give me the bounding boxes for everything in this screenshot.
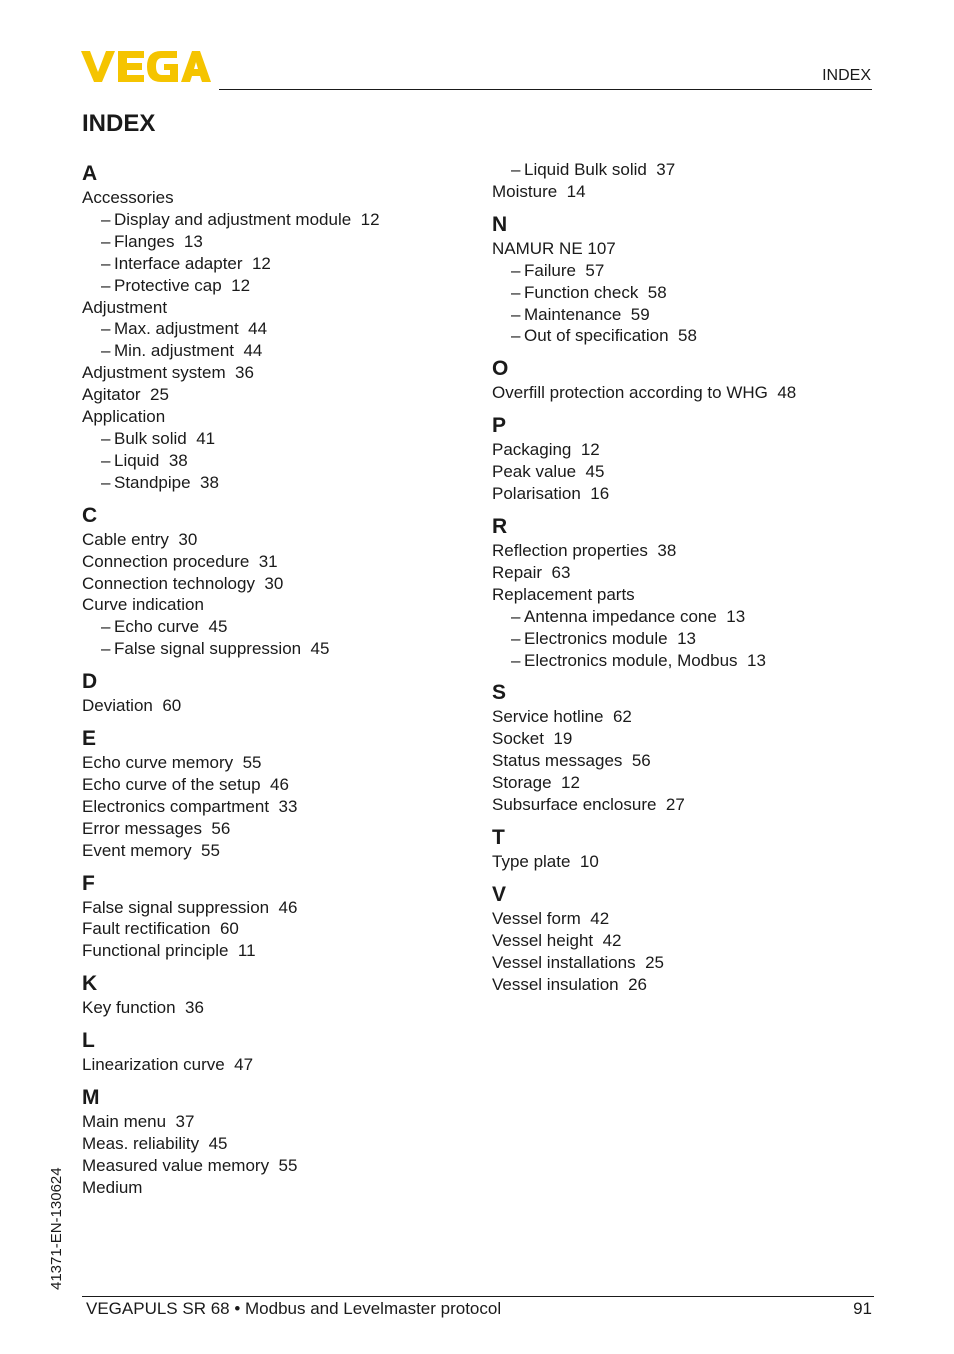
vega-logo [81, 51, 211, 88]
index-subentry: – Out of specification 58 [492, 325, 872, 347]
index-entry: Deviation 60 [82, 696, 182, 716]
index-section-c [82, 503, 462, 660]
index-subentry: – Electronics module, Modbus 13 [492, 650, 872, 672]
index-entry: Packaging 12 [492, 440, 600, 460]
index-section-v [492, 882, 872, 996]
index-entry: Cable entry 30 [82, 529, 198, 549]
index-entry: Functional principle 11 [82, 941, 256, 961]
index-entry: Vessel installations 25 [492, 952, 664, 972]
index-subentry: – Display and adjustment module 12 [82, 209, 462, 231]
index-subentry: – Antenna impedance cone 13 [492, 606, 872, 628]
index-entry: Service hotline 62 [492, 707, 632, 727]
index-entry: Main menu 37 [82, 1112, 195, 1132]
index-entry: Error messages 56 [82, 818, 231, 838]
section-letter: M [82, 1086, 100, 1110]
section-letter: A [82, 162, 98, 185]
section-letter: F [82, 871, 95, 895]
index-entry: Echo curve memory 55 [82, 753, 262, 773]
page-title: INDEX [82, 110, 156, 137]
index-section-a [82, 161, 462, 494]
page-number: 91 [853, 1299, 872, 1318]
index-entry: Storage 12 [492, 773, 580, 793]
index-section-s [492, 680, 872, 816]
index-entry: Status messages 56 [492, 751, 651, 771]
index-subentry: – Standpipe 38 [82, 472, 462, 494]
index-entry: Vessel insulation 26 [492, 974, 647, 994]
index-subentry: – Liquid Bulk solid 37 [492, 159, 872, 181]
index-section-k [82, 971, 462, 1019]
section-letter: S [492, 681, 507, 705]
index-entry: False signal suppression 46 [82, 897, 298, 917]
index-subentry: – Echo curve 45 [82, 616, 462, 638]
index-entry: Echo curve of the setup 46 [82, 774, 289, 794]
index-column-right [492, 159, 872, 1004]
section-letter: T [492, 825, 505, 849]
index-subentry: – False signal suppression 45 [82, 638, 462, 660]
section-letter: C [82, 503, 98, 527]
index-entry: Agitator 25 [82, 385, 169, 405]
footer-rule [82, 1296, 874, 1297]
index-section-p [492, 413, 872, 505]
index-entry: Overfill protection according to WHG 48 [492, 383, 797, 403]
section-letter: K [82, 972, 98, 996]
index-section-o [492, 356, 872, 404]
index-entry: Repair 63 [492, 562, 571, 582]
index-subentry: – Interface adapter 12 [82, 253, 462, 275]
index-subentry: – Min. adjustment 44 [82, 340, 462, 362]
index-entry: Replacement parts [492, 584, 635, 604]
index-entry: Medium [82, 1177, 143, 1197]
index-entry: Event memory 55 [82, 840, 220, 860]
index-entry: NAMUR NE 107 [492, 238, 616, 258]
section-letter: D [82, 670, 98, 694]
index-subentry: – Max. adjustment 44 [82, 318, 462, 340]
section-letter: R [492, 514, 508, 538]
index-section-f [82, 871, 462, 963]
index-section-e [82, 726, 462, 862]
index-subentry: – Electronics module 13 [492, 628, 872, 650]
index-subentry: – Failure 57 [492, 260, 872, 282]
section-letter: L [82, 1029, 95, 1053]
index-entry: Key function 36 [82, 998, 204, 1018]
index-subentry: – Liquid 38 [82, 450, 462, 472]
continued-entries [492, 159, 872, 203]
document-code: 41371-EN-130624 [48, 1167, 65, 1290]
index-section-d [82, 669, 462, 717]
index-section-t [492, 825, 872, 873]
index-subentry: – Function check 58 [492, 282, 872, 304]
index-entry: Moisture 14 [492, 181, 586, 201]
index-subentry: – Flanges 13 [82, 231, 462, 253]
index-entry: Peak value 45 [492, 462, 605, 482]
index-entry: Socket 19 [492, 729, 573, 749]
footer-title: VEGAPULS SR 68 • Modbus and Levelmaster protocol [86, 1299, 502, 1318]
index-subentry: – Protective cap 12 [82, 275, 462, 297]
index-entry: Measured value memory 55 [82, 1155, 298, 1175]
index-subentry: – Bulk solid 41 [82, 428, 462, 450]
index-entry: Connection procedure 31 [82, 551, 278, 571]
index-subentry: – Maintenance 59 [492, 304, 872, 326]
index-entry: Fault rectification 60 [82, 919, 239, 939]
header-section-label: INDEX [822, 67, 871, 84]
index-entry: Polarisation 16 [492, 484, 610, 504]
index-entry: Vessel form 42 [492, 908, 610, 928]
index-column-left [82, 161, 462, 1208]
index-section-r [492, 514, 872, 671]
index-entry: Type plate 10 [492, 851, 599, 871]
section-letter: P [492, 414, 507, 438]
section-letter: O [492, 357, 509, 381]
index-entry: Reflection properties 38 [492, 540, 677, 560]
section-letter: V [492, 882, 507, 906]
index-entry: Electronics compartment 33 [82, 796, 298, 816]
section-letter: N [492, 212, 508, 236]
index-section-m [82, 1085, 462, 1199]
index-entry: Vessel height 42 [492, 930, 622, 950]
index-section-n [492, 212, 872, 348]
index-entry: Linearization curve 47 [82, 1055, 254, 1075]
index-entry: Accessories [82, 188, 174, 207]
index-entry: Curve indication [82, 595, 204, 615]
index-entry: Application [82, 407, 166, 427]
section-letter: E [82, 727, 97, 751]
header-rule [219, 89, 872, 90]
index-entry: Meas. reliability 45 [82, 1134, 228, 1153]
index-entry: Connection technology 30 [82, 573, 284, 593]
index-entry: Subsurface enclosure 27 [492, 795, 685, 815]
index-entry: Adjustment system 36 [82, 363, 254, 383]
index-entry: Adjustment [82, 297, 168, 317]
index-section-l [82, 1028, 462, 1076]
